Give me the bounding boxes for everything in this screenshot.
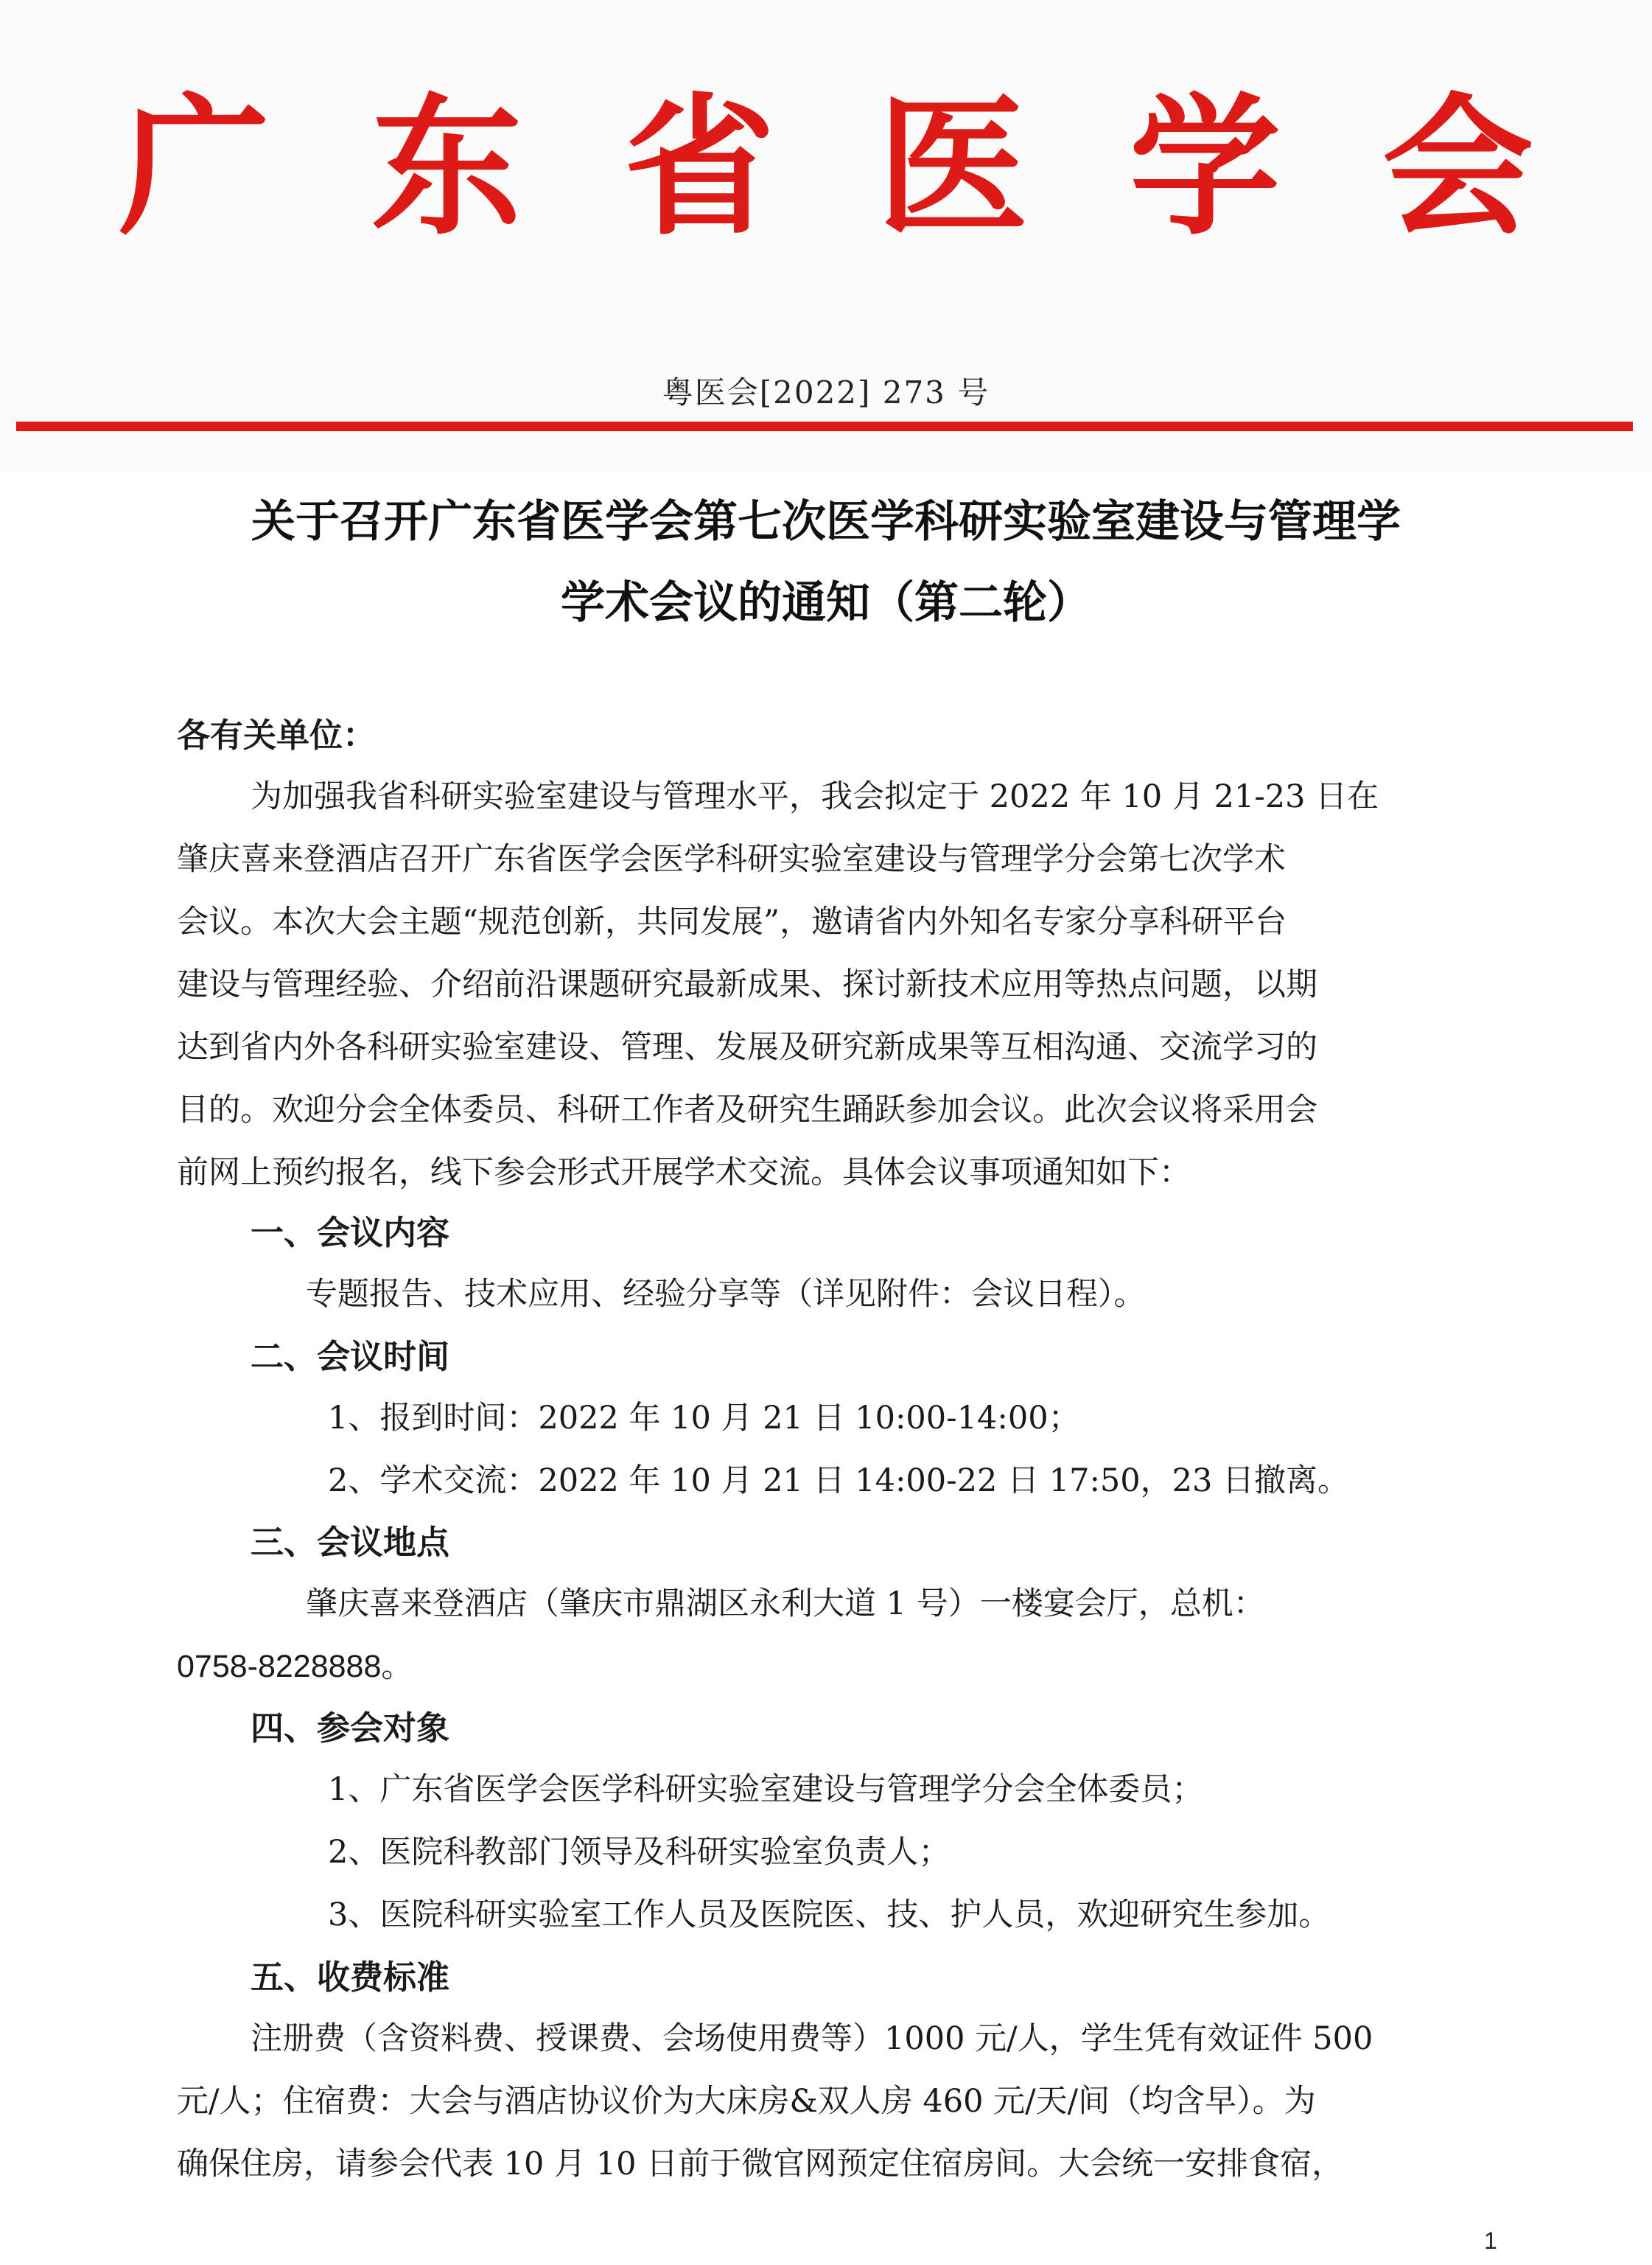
time-item-checkin: 1、报到时间：2022 年 10 月 21 日 10:00-14:00； [328,1400,1080,1437]
document-number: 粤医会[2022] 273 号 [662,374,990,411]
section-heading-time: 二、会议时间 [251,1337,450,1376]
notice-title-line-2: 学术会议的通知（第二轮） [561,577,1091,629]
location-line: 肇庆喜来登酒店（肇庆市鼎湖区永利大道 1 号）一楼宴会厅，总机： [306,1585,1265,1622]
attendee-item: 3、医院科研实验室工作人员及医院医、技、护人员，欢迎研究生参加。 [328,1896,1331,1933]
section-heading-content: 一、会议内容 [251,1213,450,1252]
section-content-text: 专题报告、技术应用、经验分享等（详见附件：会议日程）。 [306,1276,1146,1313]
location-phone: 0758-8228888。 [177,1649,413,1684]
fee-line: 注册费（含资料费、授课费、会场使用费等）1000 元/人，学生凭有效证件 500 [251,2020,1373,2057]
intro-line: 会议。本次大会主题“规范创新，共同发展”，邀请省内外知名专家分享科研平台 [177,904,1287,940]
fee-line: 确保住房，请参会代表 10 月 10 日前于微官网预定住宿房间。大会统一安排食宿， [177,2146,1344,2182]
time-item-academic: 2、学术交流：2022 年 10 月 21 日 14:00-22 日 17:50，23 日撤离。 [328,1462,1350,1499]
attendee-item: 1、广东省医学会医学科研实验室建设与管理学分会全体委员； [328,1771,1204,1808]
salutation: 各有关单位： [177,716,377,755]
section-heading-attendees: 四、参会对象 [251,1709,450,1748]
section-heading-fees: 五、收费标准 [251,1958,450,1997]
letterhead [0,0,1652,472]
intro-line: 为加强我省科研实验室建设与管理水平，我会拟定于 2022 年 10 月 21-23 日在 [251,778,1379,815]
fee-line: 元/人；住宿费：大会与酒店协议价为大床房&双人房 460 元/天/间（均含早）。为 [177,2083,1316,2120]
intro-line: 前网上预约报名，线下参会形式开展学术交流。具体会议事项通知如下： [177,1154,1191,1191]
page-number: 1 [1484,2227,1497,2254]
intro-line: 建设与管理经验、介绍前沿课题研究最新成果、探讨新技术应用等热点问题，以期 [177,966,1317,1003]
red-divider [16,422,1633,431]
intro-line: 达到省内外各科研实验室建设、管理、发展及研究新成果等互相沟通、交流学习的 [177,1029,1317,1066]
organization-title: 广东省医学会 [119,79,1635,256]
intro-line: 目的。欢迎分会全体委员、科研工作者及研究生踊跃参加会议。此次会议将采用会 [177,1092,1317,1128]
section-heading-location: 三、会议地点 [251,1523,450,1562]
attendee-item: 2、医院科教部门领导及科研实验室负责人； [328,1834,951,1871]
intro-line: 肇庆喜来登酒店召开广东省医学会医学科研实验室建设与管理学分会第七次学术 [177,841,1286,878]
notice-title-line-1: 关于召开广东省医学会第七次医学科研实验室建设与管理学 [251,496,1401,548]
